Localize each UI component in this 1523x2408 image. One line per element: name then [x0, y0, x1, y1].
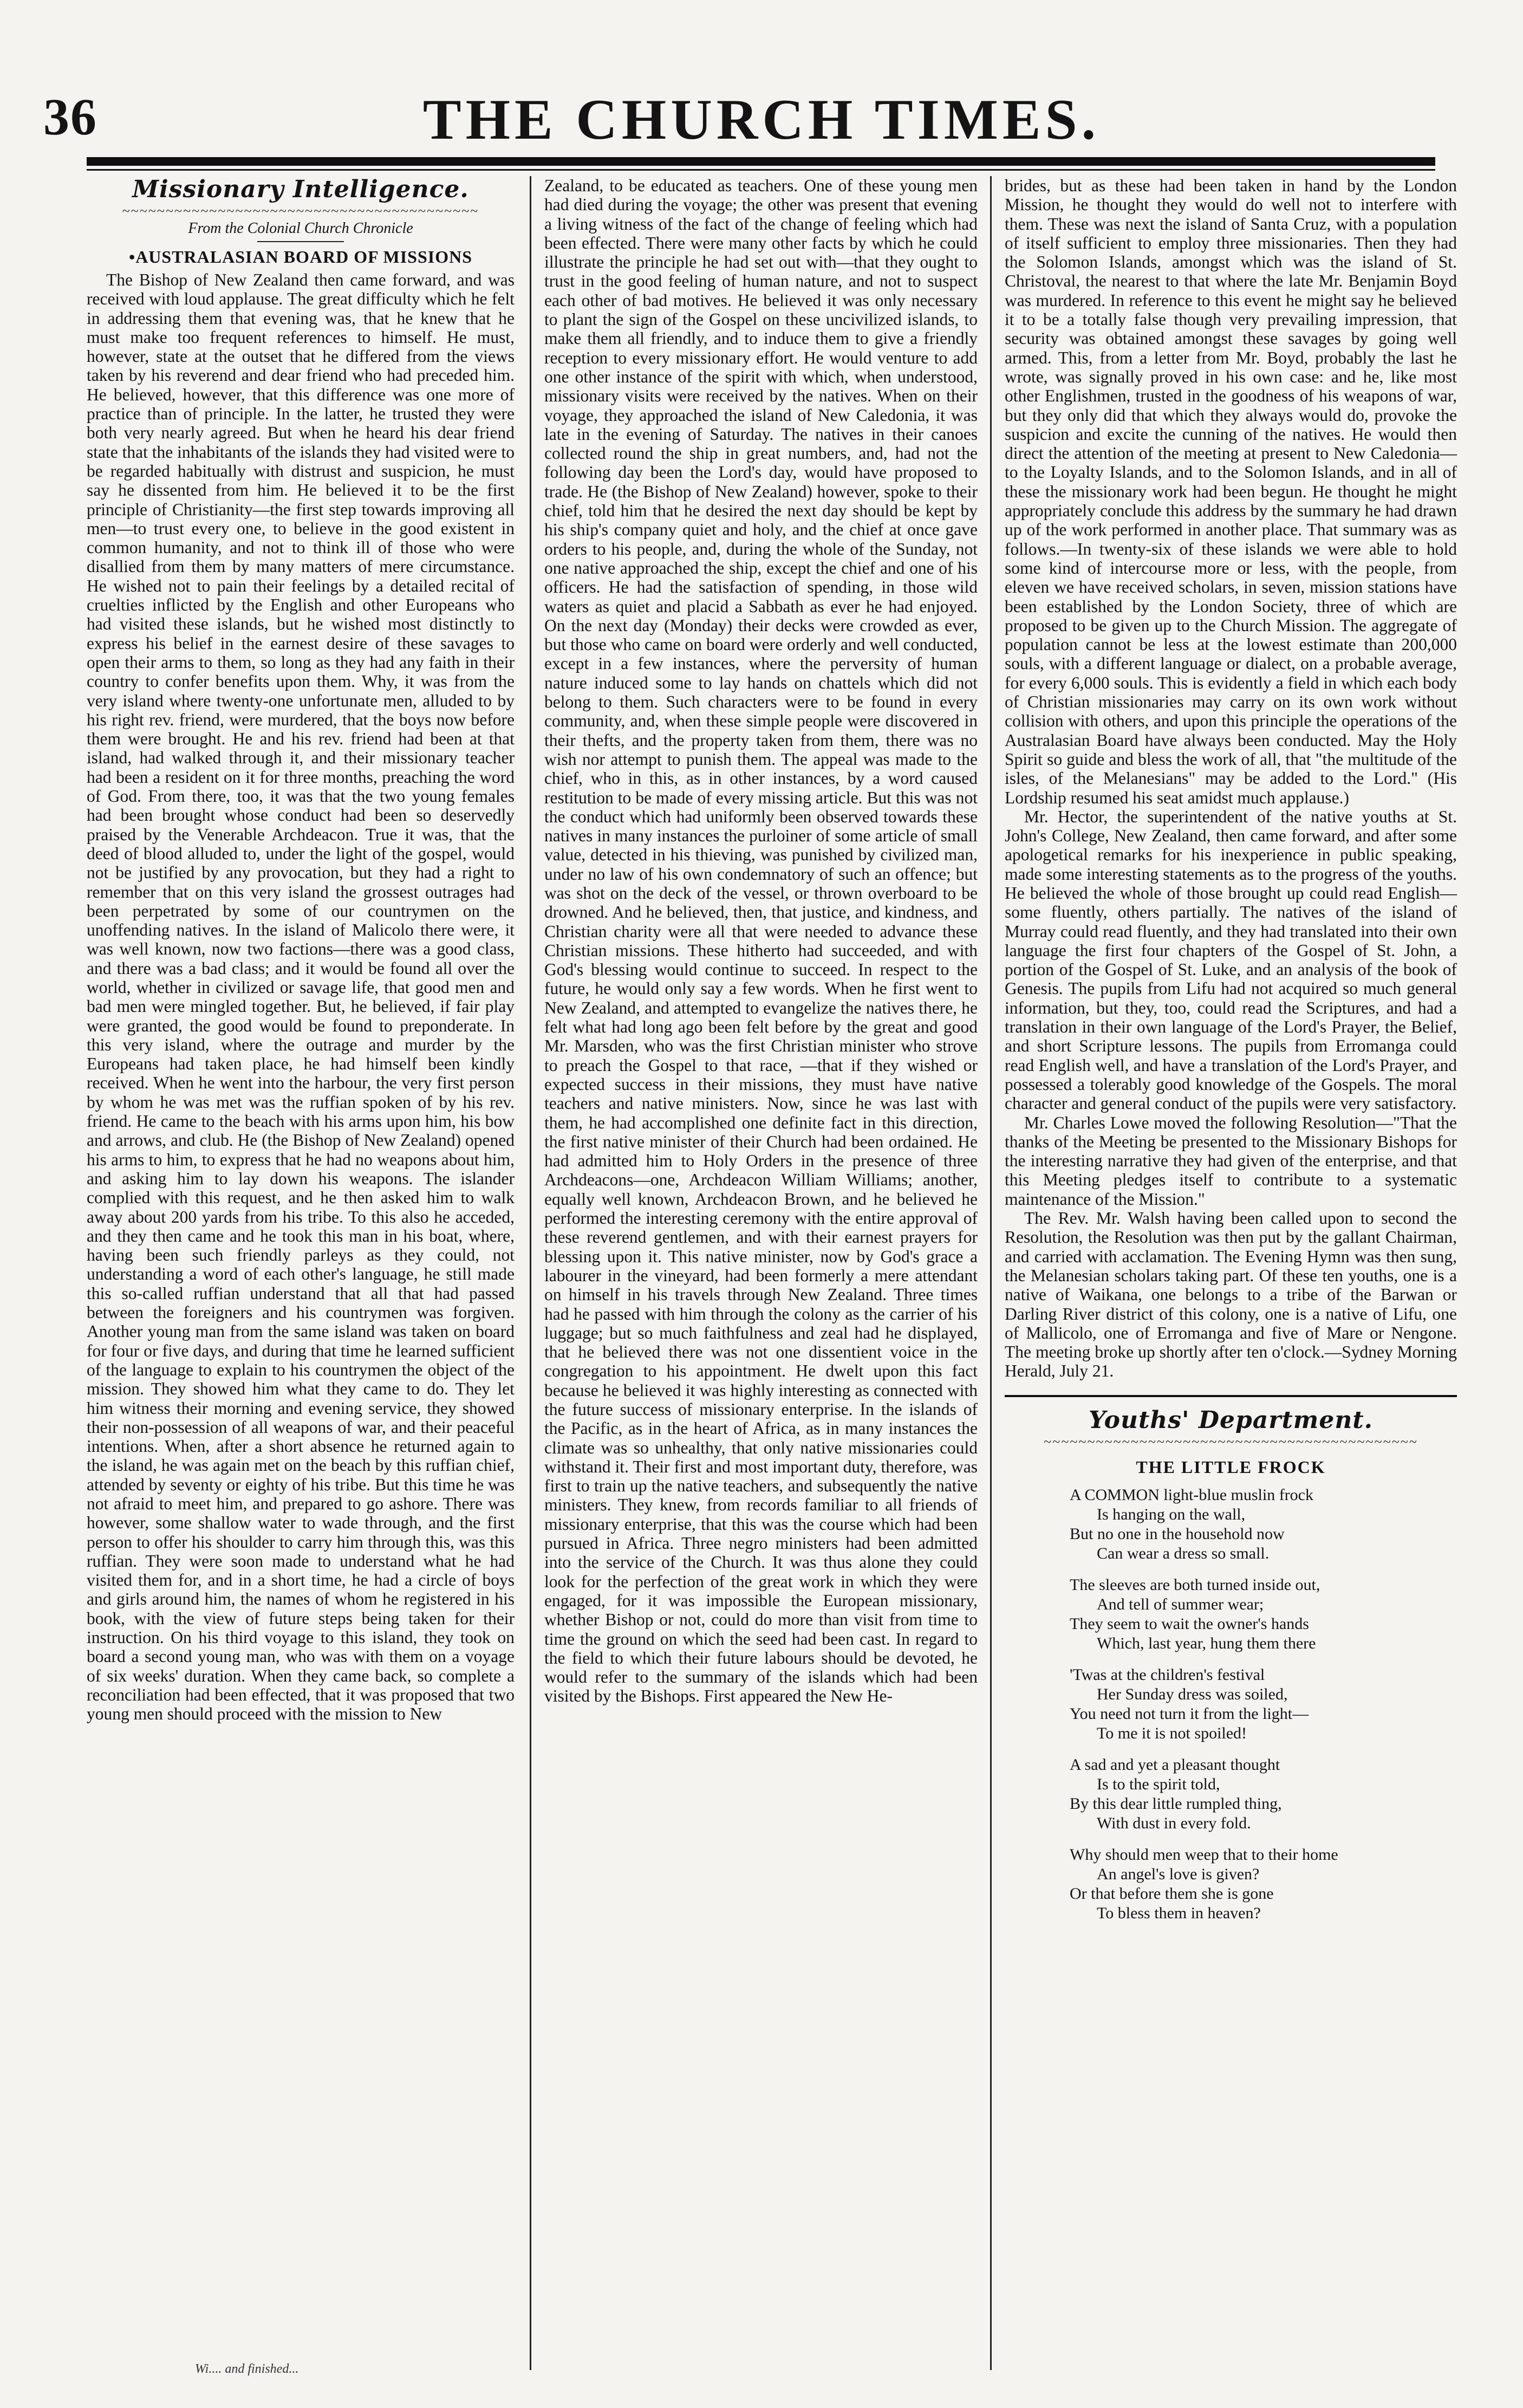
poem-line: To me it is not spoiled! [1097, 1724, 1247, 1742]
column-divider [530, 176, 531, 2370]
poem-line: To bless them in heaven? [1097, 1904, 1261, 1922]
masthead-rule [87, 157, 1435, 166]
poem-line: 'Twas at the children's festival [1070, 1666, 1265, 1684]
poem-line: But no one in the household now [1070, 1525, 1285, 1543]
poem-line: Or that before them she is gone [1070, 1885, 1274, 1903]
section-heading-missionary: Missionary Intelligence. [132, 176, 469, 203]
poem-line: With dust in every fold. [1097, 1814, 1251, 1832]
poem-line: A sad and yet a pleasant thought [1070, 1756, 1280, 1774]
poem-line: They seem to wait the owner's hands [1070, 1615, 1309, 1633]
article-paragraph: Mr. Hector, the superintendent of the native youths at St. John's College, New Zealand, then came forward, and after some apologetical remarks for his inexperience in public speaking, made some interesting statements as to the progress of the youths. He believed the whole of those brought up could read English—some fluently, others partially. The natives of the island of Murray could read fluently, and they had translated into their own language the first four chapters of the Gospel of St. John, a portion of the Gospel of St. Luke, and an analysis of the book of Genesis. The pupils from Lifu had not acquired so much general information, but they, too, could read the Scriptures, and had a translation in their own language of the Lord's Prayer, the Belief, and short Scripture lessons. The pupils from Erromanga could read English well, and have a translation of the Lord's Prayer, and possessed a tolerably good knowledge of the Gospels. The moral character and general conduct of the pupils were very satisfactory. [1005, 807, 1457, 1113]
article-subheading: •AUSTRALASIAN BOARD OF MISSIONS [128, 247, 472, 267]
poem-line: By this dear little rumpled thing, [1070, 1795, 1282, 1813]
poem-stanza [1070, 1755, 1457, 1833]
source-credit: From the Colonial Church Chronicle [188, 220, 413, 237]
column-1 [87, 176, 515, 2375]
column-divider [990, 176, 992, 2370]
ornament-divider: ~~~~~~~~~~~~~~~~~~~~~~~~~~~~~~~~~~~~~~~~~~~ [1044, 1433, 1418, 1450]
poem-line: Is to the spirit told, [1097, 1775, 1220, 1793]
poem-line: Her Sunday dress was soiled, [1097, 1685, 1288, 1703]
poem-line: Is hanging on the wall, [1097, 1505, 1246, 1523]
poem-line: A COMMON light-blue muslin frock [1070, 1486, 1313, 1504]
section-heading-youths: Youths' Department. [1089, 1406, 1373, 1434]
masthead-rule-thin [87, 169, 1435, 171]
article-paragraph: brides, but as these had been taken in hand by the London Mission, he thought they would do well not to interfere with them. These was next the island of Santa Cruz, with a population of itself sufficient to employ three missionaries. Then they had the Solomon Islands, amongst which was the island of St. Christoval, the nearest to that where the late Mr. Benjamin Boyd was murdered. In reference to this event he might say he believed it to be a totally false though very prevailing impression, that security was obtained amongst these savages by going well armed. This, from a letter from Mr. Boyd, probably the last he wrote, was signally proved in his own case: and he, like most other Englishmen, trusted in the goodness of his weapons of war, but they only did that which they always would do, provoke the suspicion and excite the cunning of the natives. He would then direct the attention of the meeting at present to New Caledonia—to the Loyalty Islands, and to the Solomon Islands, and in all of these the missionary work had been begun. He thought he might appropriately conclude this address by the summary he had drawn up of the work performed in another place. That summary was as follows.—In twenty-six of these islands we were able to hold some kind of intercourse more or less, with the people, from eleven we have received scholars, in seven, mission stations have been established by the London Society, three of which are proposed to be given up to the Church Mission. The aggregate of population cannot be less at the lowest estimate than 200,000 souls, with a different language or dialect, on a probable average, for every 6,000 souls. This is evidently a field in which each body of Christian missionaries may carry on its own work without collision with others, and upon this principle the operations of the Australasian Board have always been conducted. May the Holy Spirit so guide and bless the work of all, that "the multitude of the isles, of the Melanesians" may be added to the Lord." (His Lordship resumed his seat amidst much applause.) [1005, 176, 1457, 807]
poem-line: The sleeves are both turned inside out, [1070, 1576, 1320, 1594]
poem-title: THE LITTLE FROCK [1136, 1457, 1326, 1477]
article-paragraph: The Rev. Mr. Walsh having been called upon to second the Resolution, the Resolution was then put by the gallant Chairman, and carried with acclamation. The Evening Hymn was then sung, the Melanesian scholars taking part. Of these ten youths, one is a native of Waikana, one belongs to a tribe of the Barwan or Darling River district of this colony, one is a native of Lifu, one of Mallicolo, one of Erromanga and five of Mare or Nengone. The meeting broke up shortly after ten o'clock.—Sydney Morning Herald, July 21. [1005, 1209, 1457, 1381]
poem-line: And tell of summer wear; [1097, 1595, 1264, 1613]
article-paragraph: Zealand, to be educated as teachers. One of these young men had died during the voyage; the other was present that evening a living witness of the fact of the change of feeling which had been effected. There were many other facts by which he could illustrate the principle he had set out with—that they ought to trust in the good feeling of human nature, and not to suspect each other of bad motives. He believed it was only necessary to plant the sign of the Gospel on these uncivilized islands, to make them all friendly, and to induce them to give a friendly reception to every missionary effort. He would venture to add one other instance of the spirit with which, when understood, missionary visits were received by the natives. When on their voyage, they approached the island of New Caledonia, it was late in the evening of Saturday. The natives in their canoes collected round the ship in great numbers, and, had not the following day been the Lord's day, would have proposed to trade. He (the Bishop of New Zealand) however, spoke to their chief, told him that he desired the next day should be kept by his ship's company quiet and holy, and the chief at once gave orders to his people, and, during the whole of the Sunday, not one native approached the ship, except the chief and one of his officers. He had the satisfaction of spending, in those wild waters as quiet and placid a Sabbath as ever he had enjoyed. On the next day (Monday) their decks were crowded as ever, but those who came on board were orderly and well conducted, except in a few instances, where the perversity of human nature induced some to lay hands on chattels which did not belong to them. Such characters were to be found in every community, and, when these simple people were discovered in their thefts, and the property taken from them, there was no wish nor attempt to punish them. The appeal was made to the chief, who in this, as in other instances, by a word caused restitution to be made of every missing article. But this was not the conduct which had uniformly been observed towards these natives in many instances the purloiner of some article of small value, detected in his thieving, was punished by civilized man, under no law of his own condemnatory of such an offence; but was shot on the deck of the vessel, or thrown overboard to be drowned. And he believed, then, that justice, and kindness, and Christian charity were all that were needed to advance these Christian missions. These hitherto had succeeded, and with God's blessing would continue to succeed. In respect to the future, he would only say a few words. When he first went to New Zealand, and attempted to evangelize the natives there, he felt what had long ago been felt before by the great and good Mr. Marsden, who was the first Christian minister who strove to preach the Gospel to that race, —that if they wished or expected success in their missions, they must have native teachers and native ministers. Now, since he was last with them, he had accomplished one definite fact in this direction, the first native minister of their Church had been ordained. He had admitted him to Holy Orders in the presence of three Archdeacons—one, Archdeacon William Williams; another, equally well known, Archdeacon Brown, and he believed he performed the interesting ceremony with the entire approval of these reverend gentlemen, and with their earnest prayers for blessing upon it. This native minister, now by God's grace a labourer in the vineyard, had been formerly a mere attendant on himself in his travels through New Zealand. Three times had he passed with him through the colony as the carrier of his luggage; but so much faithfulness and zeal had he displayed, that he believed there was not one dissentient voice in the congregation to his appointment. He dwelt upon this fact because he believed it was highly interesting as connected with the future success of missionary enterprise. In the islands of the Pacific, as in the heart of Africa, as in many instances the climate was so unhealthy, that only native missionaries could withstand it. Their first and most important duty, therefore, was first to train up the native teachers, and subsequently the native ministers. They knew, from records familiar to all friends of missionary enterprise, that this was the course which had been pursued in Africa. Three negro ministers had been admitted into the service of the Church. It was thus alone they could look for the perfection of the great work in which they were engaged, for it was impossible the European missionary, whether Bishop or not, could do more than visit from time to time the ground on which the seed had been cast. In regard to the field to which their future labours should be devoted, he would refer to the summary of the islands which had been visited by the Bishops. First appeared the New He- [544, 176, 978, 1706]
short-rule [257, 241, 344, 242]
poem-line: Can wear a dress so small. [1097, 1544, 1270, 1562]
poem-line: You need not turn it from the light— [1070, 1705, 1309, 1723]
article-paragraph: Mr. Charles Lowe moved the following Resolution—"That the thanks of the Meeting be presented to the Missionary Bishops for the interesting narrative they had given of the enterprise, and that this Meeting pledges itself to contribute to a systematic maintenance of the Mission." [1005, 1113, 1457, 1209]
footer-fragment: Wi.... and finished... [195, 2362, 299, 2376]
poem-stanza [1070, 1575, 1457, 1653]
newspaper-title: THE CHURCH TIMES. [422, 88, 1101, 151]
poem-stanza [1070, 1665, 1457, 1743]
poem-line: Which, last year, hung them there [1097, 1634, 1316, 1652]
section-rule [1005, 1395, 1457, 1397]
page-number: 36 [43, 88, 97, 146]
ornament-divider: ~~~~~~~~~~~~~~~~~~~~~~~~~~~~~~~~~~~~~~~~~ [122, 203, 479, 219]
masthead [0, 87, 1523, 157]
poem-stanza [1070, 1485, 1457, 1563]
column-2 [544, 176, 978, 2375]
article-paragraph: The Bishop of New Zealand then came forward, and was received with loud applause. The great difficulty which he felt in addressing them that evening was, that he knew that he must make too frequent references to himself. He must, however, state at the outset that he differed from the views taken by his reverend and dear friend who had preceded him. He believed, however, that this difference was one more of practice than of principle. In the latter, he trusted they were both very nearly agreed. But when he heard his dear friend state that the inhabitants of the islands they had visited were to be regarded habitually with distrust and suspicion, he must say he dissented from him. He believed it to be the first principle of Christianity—the first step towards improving all men—to trust every one, to believe in the good existent in common humanity, and not to think ill of those who were disallied from them by many matters of mere circumstance. He wished not to pain their feelings by a detailed recital of cruelties inflicted by the English and other Europeans who had visited these islands, but he wished most distinctly to express his belief in the earnest desire of these savages to open their arms to them, so long as they had any faith in their country to confer benefits upon them. Why, it was from the very island where twenty-one unfortunate men, alluded to by his right rev. friend, were murdered, that the boys now before them were brought. He and his rev. friend had been at that island, had walked through it, and their missionary teacher had been a resident on it for three months, preaching the word of God. From there, too, it was that the two young females had been brought whose conduct had been so deservedly praised by the Venerable Archdeacon. True it was, that the deed of blood alluded to, under the light of the gospel, would not be justified by any provocation, but they had a right to remember that on this very island the grossest outrages had been perpetrated by some of our countrymen on the unoffending natives. In the island of Malicolo there were, it was well known, now two factions—there was a good class, and there was a bad class; and it would be found all over the world, whether in civilized or savage life, that good men and bad men were mingled together. But, he believed, if fair play were granted, the good would be found to preponderate. In this very island, where the outrage and murder by the Europeans had taken place, he had himself been kindly received. When he went into the harbour, the very first person by whom he was met was the ruffian spoken of by his rev. friend. He came to the beach with his arms upon him, his bow and arrows, and club. He (the Bishop of New Zealand) opened his arms to him, to express that he had no weapons about him, and asking him to lay down his weapons. The islander complied with this request, and he then asked him to walk away about 200 yards from his tribe. To this also he acceded, and they then came and he took this man in his boat, where, having been such friendly parleys as they could, not understanding a word of each other's language, he still made this so-called ruffian understand that all that had passed between the foreigners and his countrymen was forgiven. Another young man from the same island was taken on board for four or five days, and during that time he learned sufficient of the language to explain to his countrymen the object of the mission. They showed him what they came to do. They let him witness their morning and evening service, they showed their non-possession of all weapons of war, and their peaceful intentions. When, after a short absence he returned again to the island, he was again met on the beach by this ruffian chief, attended by seventy or eighty of his tribe. But this time he was not afraid to meet him, and prepared to go ashore. There was however, some shallow water to wade through, and the first person to offer his shoulder to carry him through this, was this ruffian. They were soon made to understand what he had visited them for, and in a short time, he had a circle of boys and girls around him, the names of whom he registered in his book, with the view of future steps being taken for their instruction. On his third voyage to this island, they took on board a second young man, who was with them on a voyage of six weeks' duration. When they came back, so complete a reconciliation had been effected, that it was proposed that two young men should proceed with the mission to New [87, 270, 515, 1724]
column-3 [1005, 176, 1457, 2375]
poem-line: An angel's love is given? [1097, 1865, 1260, 1883]
poem-line: Why should men weep that to their home [1070, 1846, 1338, 1864]
poem-stanza [1070, 1845, 1457, 1923]
